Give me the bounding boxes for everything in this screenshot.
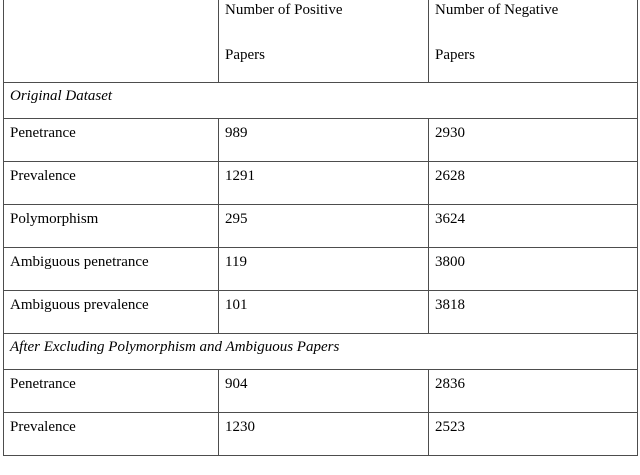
header-positive-line-2: Papers (225, 47, 265, 64)
section-title: After Excluding Polymorphism and Ambiguous Papers (10, 339, 340, 355)
row-negative-cell (429, 291, 638, 334)
row-label: Prevalence (10, 419, 76, 435)
section-heading-row (4, 83, 638, 119)
header-cell-blank (4, 0, 219, 83)
table-row (4, 205, 638, 248)
row-positive-value: 101 (225, 297, 248, 313)
row-negative-cell (429, 162, 638, 205)
row-negative-cell (429, 205, 638, 248)
row-label-cell (4, 248, 219, 291)
row-label-cell (4, 162, 219, 205)
row-positive-cell (219, 291, 429, 334)
results-table (3, 0, 638, 456)
row-negative-cell (429, 370, 638, 413)
row-label: Prevalence (10, 168, 76, 184)
row-negative-value: 3624 (435, 211, 465, 227)
row-positive-cell (219, 205, 429, 248)
row-label-cell (4, 291, 219, 334)
table-row (4, 119, 638, 162)
table-row (4, 370, 638, 413)
section-heading-cell-filtered (4, 334, 638, 370)
header-positive-line-1: Number of Positive (225, 2, 343, 18)
row-positive-value: 119 (225, 254, 247, 270)
row-negative-value: 3800 (435, 254, 465, 270)
header-negative-line-1: Number of Negative (435, 2, 559, 18)
row-positive-value: 295 (225, 211, 248, 227)
table-container (3, 0, 637, 456)
row-label: Polymorphism (10, 211, 99, 227)
table-row (4, 248, 638, 291)
row-negative-value: 2523 (435, 419, 465, 435)
row-positive-value: 904 (225, 376, 248, 392)
row-positive-cell (219, 119, 429, 162)
row-negative-value: 2836 (435, 376, 465, 392)
row-negative-cell (429, 248, 638, 291)
row-positive-value: 1230 (225, 419, 255, 435)
row-negative-value: 2628 (435, 168, 465, 184)
row-label: Ambiguous prevalence (10, 297, 149, 313)
table-header-row (4, 0, 638, 83)
header-negative-spacer (435, 18, 637, 47)
table-row (4, 413, 638, 456)
row-label-cell (4, 119, 219, 162)
row-negative-value: 2930 (435, 125, 465, 141)
row-label-cell (4, 370, 219, 413)
header-negative-line-2: Papers (435, 47, 475, 64)
row-label-cell (4, 205, 219, 248)
row-positive-value: 1291 (225, 168, 255, 184)
table-row (4, 291, 638, 334)
row-negative-cell (429, 119, 638, 162)
section-title: Original Dataset (10, 88, 113, 104)
table-row (4, 162, 638, 205)
row-negative-cell (429, 413, 638, 456)
row-positive-value: 989 (225, 125, 248, 141)
row-label: Penetrance (10, 376, 76, 392)
row-negative-value: 3818 (435, 297, 465, 313)
row-label: Ambiguous penetrance (10, 254, 149, 270)
header-cell-positive (219, 0, 429, 83)
section-heading-cell-original (4, 83, 638, 119)
row-label: Penetrance (10, 125, 76, 141)
row-positive-cell (219, 413, 429, 456)
row-positive-cell (219, 248, 429, 291)
row-positive-cell (219, 162, 429, 205)
section-heading-row (4, 334, 638, 370)
row-positive-cell (219, 370, 429, 413)
header-cell-negative (429, 0, 638, 83)
header-positive-spacer (225, 18, 428, 47)
row-label-cell (4, 413, 219, 456)
